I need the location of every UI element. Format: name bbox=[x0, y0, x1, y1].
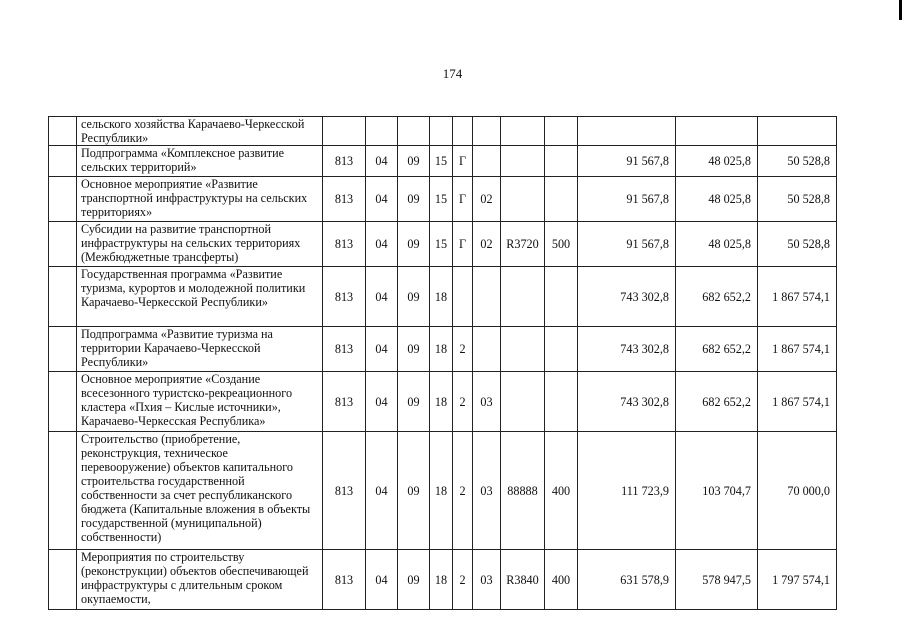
event-code: 03 bbox=[473, 372, 501, 432]
admin-code: 813 bbox=[323, 550, 366, 610]
section-code: 04 bbox=[366, 267, 398, 327]
event-code bbox=[473, 327, 501, 372]
event-code: 03 bbox=[473, 550, 501, 610]
subsection-code: 09 bbox=[398, 372, 430, 432]
program-code: 18 bbox=[430, 267, 453, 327]
program-code: 18 bbox=[430, 372, 453, 432]
table-row bbox=[49, 372, 837, 432]
subprogram-code bbox=[453, 117, 473, 146]
expense-type-code bbox=[545, 327, 578, 372]
table-row bbox=[49, 222, 837, 267]
program-code: 18 bbox=[430, 550, 453, 610]
expense-type-code bbox=[545, 117, 578, 146]
program-code: 18 bbox=[430, 327, 453, 372]
event-code bbox=[473, 117, 501, 146]
sum-year-3: 1 797 574,1 bbox=[758, 550, 837, 610]
subsection-code: 09 bbox=[398, 222, 430, 267]
row-number-cell bbox=[49, 222, 77, 267]
admin-code bbox=[323, 117, 366, 146]
sum-year-3: 1 867 574,1 bbox=[758, 267, 837, 327]
subsection-code: 09 bbox=[398, 177, 430, 222]
program-code: 15 bbox=[430, 146, 453, 177]
table-row bbox=[49, 432, 837, 550]
row-name: Подпрограмма «Комплексное развитие сельских территорий» bbox=[77, 146, 323, 177]
admin-code: 813 bbox=[323, 146, 366, 177]
event-code: 03 bbox=[473, 432, 501, 550]
sum-year-1: 91 567,8 bbox=[578, 222, 676, 267]
row-number-cell bbox=[49, 146, 77, 177]
section-code: 04 bbox=[366, 432, 398, 550]
section-code: 04 bbox=[366, 222, 398, 267]
table-row bbox=[49, 267, 837, 327]
sum-year-2: 48 025,8 bbox=[676, 177, 758, 222]
sum-year-3: 50 528,8 bbox=[758, 177, 837, 222]
expense-type-code: 400 bbox=[545, 550, 578, 610]
subprogram-code: 2 bbox=[453, 372, 473, 432]
admin-code: 813 bbox=[323, 327, 366, 372]
table-row bbox=[49, 177, 837, 222]
expense-type-code bbox=[545, 267, 578, 327]
row-number-cell bbox=[49, 177, 77, 222]
admin-code: 813 bbox=[323, 432, 366, 550]
direction-code bbox=[501, 177, 545, 222]
sum-year-3 bbox=[758, 117, 837, 146]
sum-year-1: 743 302,8 bbox=[578, 267, 676, 327]
sum-year-2: 103 704,7 bbox=[676, 432, 758, 550]
expense-type-code bbox=[545, 177, 578, 222]
budget-table bbox=[48, 116, 837, 610]
sum-year-2: 682 652,2 bbox=[676, 267, 758, 327]
direction-code: R3720 bbox=[501, 222, 545, 267]
subsection-code: 09 bbox=[398, 327, 430, 372]
subprogram-code: 2 bbox=[453, 327, 473, 372]
row-number-cell bbox=[49, 372, 77, 432]
row-name: Основное мероприятие «Создание всесезонного туристско-рекреационного кластера «Пхия – Кислые источники», Карачаево-Черкесская Республика» bbox=[77, 372, 323, 432]
sum-year-2: 682 652,2 bbox=[676, 327, 758, 372]
sum-year-3: 70 000,0 bbox=[758, 432, 837, 550]
section-code: 04 bbox=[366, 327, 398, 372]
event-code bbox=[473, 267, 501, 327]
event-code bbox=[473, 146, 501, 177]
table-row bbox=[49, 550, 837, 610]
admin-code: 813 bbox=[323, 177, 366, 222]
program-code: 15 bbox=[430, 177, 453, 222]
subprogram-code: Г bbox=[453, 222, 473, 267]
subsection-code bbox=[398, 117, 430, 146]
sum-year-1 bbox=[578, 117, 676, 146]
program-code bbox=[430, 117, 453, 146]
program-code: 15 bbox=[430, 222, 453, 267]
subsection-code: 09 bbox=[398, 432, 430, 550]
sum-year-3: 1 867 574,1 bbox=[758, 372, 837, 432]
row-number-cell bbox=[49, 327, 77, 372]
row-name: Строительство (приобретение, реконструкция, техническое перевооружение) объектов капитального строительства государственной собственности за счет республиканского бюджета (Капитальные вложения в объекты государственной (муниципальной) собственности) bbox=[77, 432, 323, 550]
sum-year-1: 111 723,9 bbox=[578, 432, 676, 550]
subprogram-code bbox=[453, 267, 473, 327]
row-name: Основное мероприятие «Развитие транспортной инфраструктуры на сельских территориях» bbox=[77, 177, 323, 222]
subprogram-code: 2 bbox=[453, 550, 473, 610]
sum-year-1: 631 578,9 bbox=[578, 550, 676, 610]
sum-year-1: 91 567,8 bbox=[578, 146, 676, 177]
direction-code bbox=[501, 117, 545, 146]
subprogram-code: Г bbox=[453, 177, 473, 222]
row-number-cell bbox=[49, 432, 77, 550]
sum-year-2: 682 652,2 bbox=[676, 372, 758, 432]
sum-year-2: 48 025,8 bbox=[676, 146, 758, 177]
sum-year-1: 91 567,8 bbox=[578, 177, 676, 222]
direction-code: R3840 bbox=[501, 550, 545, 610]
program-code: 18 bbox=[430, 432, 453, 550]
event-code: 02 bbox=[473, 177, 501, 222]
table-row bbox=[49, 117, 837, 146]
section-code: 04 bbox=[366, 550, 398, 610]
direction-code: 88888 bbox=[501, 432, 545, 550]
row-number-cell bbox=[49, 267, 77, 327]
admin-code: 813 bbox=[323, 372, 366, 432]
expense-type-code bbox=[545, 146, 578, 177]
sum-year-2: 578 947,5 bbox=[676, 550, 758, 610]
direction-code bbox=[501, 327, 545, 372]
sum-year-1: 743 302,8 bbox=[578, 372, 676, 432]
event-code: 02 bbox=[473, 222, 501, 267]
sum-year-2 bbox=[676, 117, 758, 146]
section-code bbox=[366, 117, 398, 146]
direction-code bbox=[501, 267, 545, 327]
subprogram-code: 2 bbox=[453, 432, 473, 550]
expense-type-code bbox=[545, 372, 578, 432]
sum-year-3: 50 528,8 bbox=[758, 222, 837, 267]
sum-year-3: 50 528,8 bbox=[758, 146, 837, 177]
page-number: 174 bbox=[442, 66, 463, 81]
direction-code bbox=[501, 372, 545, 432]
expense-type-code: 400 bbox=[545, 432, 578, 550]
subsection-code: 09 bbox=[398, 146, 430, 177]
scan-edge-mark bbox=[899, 0, 902, 20]
section-code: 04 bbox=[366, 372, 398, 432]
section-code: 04 bbox=[366, 177, 398, 222]
admin-code: 813 bbox=[323, 222, 366, 267]
section-code: 04 bbox=[366, 146, 398, 177]
subsection-code: 09 bbox=[398, 550, 430, 610]
row-number-cell bbox=[49, 117, 77, 146]
row-name: Подпрограмма «Развитие туризма на территории Карачаево-Черкесской Республики» bbox=[77, 327, 323, 372]
row-number-cell bbox=[49, 550, 77, 610]
row-name: Государственная программа «Развитие туризма, курортов и молодежной политики Карачаево-Черкесской Республики» bbox=[77, 267, 323, 327]
subprogram-code: Г bbox=[453, 146, 473, 177]
row-name: Субсидии на развитие транспортной инфраструктуры на сельских территориях (Межбюджетные трансферты) bbox=[77, 222, 323, 267]
admin-code: 813 bbox=[323, 267, 366, 327]
table-row bbox=[49, 327, 837, 372]
table-row bbox=[49, 146, 837, 177]
sum-year-2: 48 025,8 bbox=[676, 222, 758, 267]
subsection-code: 09 bbox=[398, 267, 430, 327]
row-name: сельского хозяйства Карачаево-Черкесской Республики» bbox=[77, 117, 323, 146]
expense-type-code: 500 bbox=[545, 222, 578, 267]
direction-code bbox=[501, 146, 545, 177]
sum-year-3: 1 867 574,1 bbox=[758, 327, 837, 372]
sum-year-1: 743 302,8 bbox=[578, 327, 676, 372]
row-name: Мероприятия по строительству (реконструкции) объектов обеспечивающей инфраструктуры с длительным сроком окупаемости, bbox=[77, 550, 323, 610]
